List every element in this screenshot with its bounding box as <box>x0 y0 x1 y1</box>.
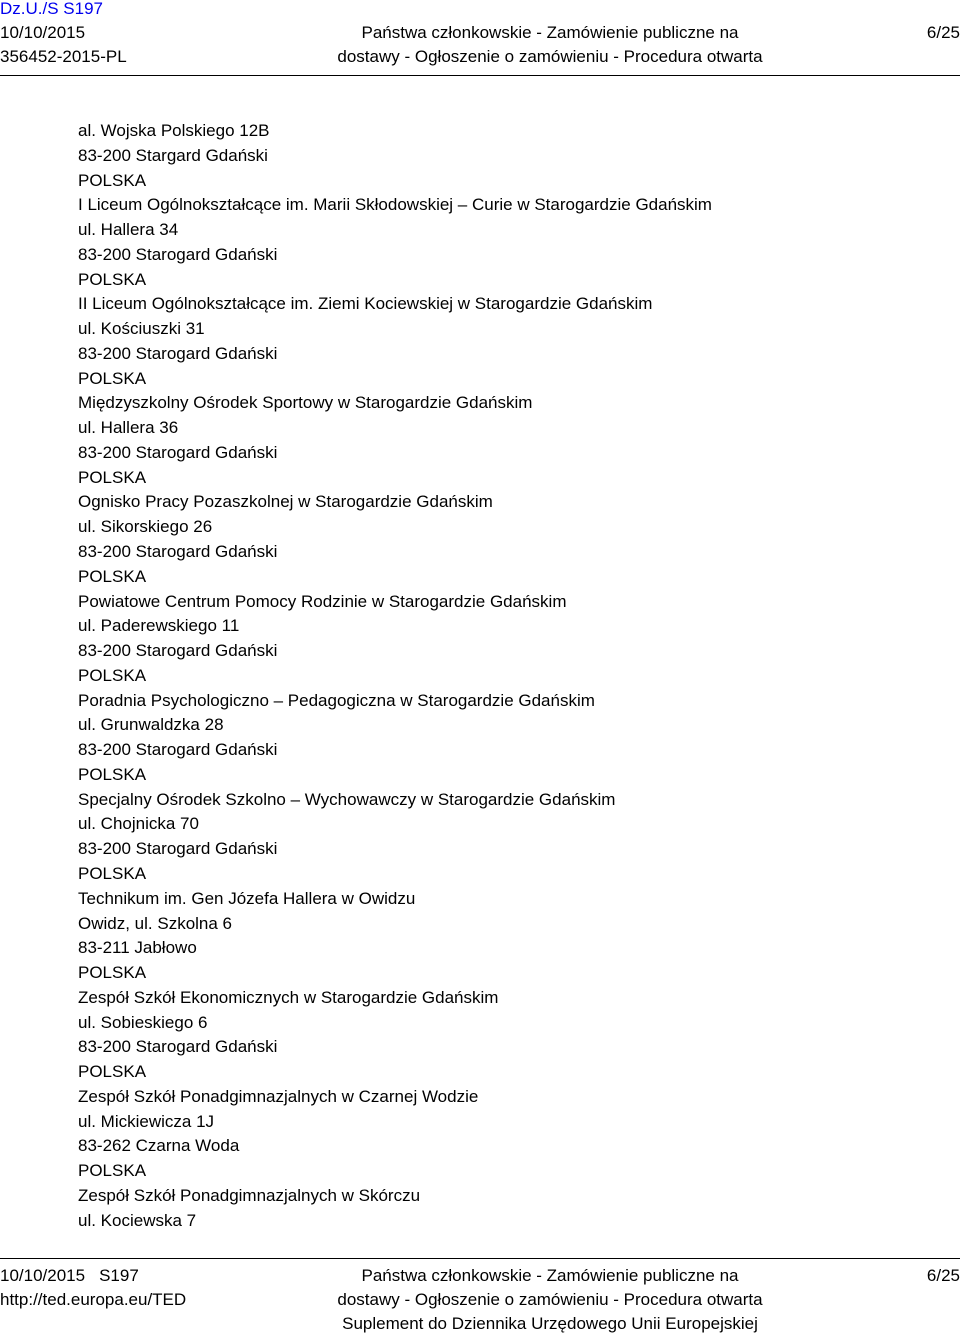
footer-left <box>0 1264 186 1312</box>
text-line: 83-200 Starogard Gdański <box>78 839 278 859</box>
header-title <box>290 21 810 69</box>
doc-ref-link[interactable]: Dz.U./S S197 <box>0 0 103 18</box>
text-line: 83-211 Jabłowo <box>78 938 197 958</box>
text-line: 83-200 Starogard Gdański <box>78 641 278 661</box>
footer-title-line1: Państwa członkowskie - Zamówienie publiczne na <box>361 1266 739 1285</box>
text-line: POLSKA <box>78 1062 147 1082</box>
footer-url: http://ted.europa.eu/TED <box>0 1290 187 1309</box>
footer-page-number: 6/25 <box>926 1266 960 1285</box>
text-line: ul. Grunwaldzka 28 <box>78 715 224 735</box>
text-line: ul. Hallera 34 <box>78 220 179 240</box>
header-title-line2: dostawy - Ogłoszenie o zamówieniu - Procedura otwarta <box>337 47 763 66</box>
header-date: 10/10/2015 <box>0 23 86 42</box>
page-header <box>0 0 960 76</box>
header-left <box>0 0 127 69</box>
text-line: Technikum im. Gen Józefa Hallera w Owidzu <box>78 888 416 908</box>
text-line: ul. Sikorskiego 26 <box>78 517 213 537</box>
text-line: ul. Kociewska 7 <box>78 1210 197 1230</box>
header-notice-id: 356452-2015-PL <box>0 47 127 66</box>
footer-series: S197 <box>99 1266 139 1285</box>
footer-title <box>290 1264 810 1336</box>
text-line: ul. Paderewskiego 11 <box>78 616 240 636</box>
text-line: 83-200 Starogard Gdański <box>78 740 278 760</box>
text-line: POLSKA <box>78 665 147 685</box>
text-line: POLSKA <box>78 566 147 586</box>
text-line: I Liceum Ogólnokształcące im. Marii Skłodowskiej – Curie w Starogardzie Gdańskim <box>78 195 712 215</box>
text-line: ul. Sobieskiego 6 <box>78 1012 208 1032</box>
text-line: POLSKA <box>78 368 147 388</box>
page-footer <box>0 1258 960 1335</box>
text-line: Poradnia Psychologiczno – Pedagogiczna w Starogardzie Gdańskim <box>78 690 595 710</box>
text-line: Specjalny Ośrodek Szkolno – Wychowawczy w Starogardzie Gdańskim <box>78 789 616 809</box>
text-line: Zespół Szkół Ponadgimnazjalnych w Skórczu <box>78 1185 421 1205</box>
header-title-line1: Państwa członkowskie - Zamówienie publiczne na <box>361 23 739 42</box>
header-page-number: 6/25 <box>926 23 960 42</box>
text-line: ul. Hallera 36 <box>78 418 179 438</box>
text-line: Ognisko Pracy Pozaszkolnej w Starogardzie Gdańskim <box>78 492 493 512</box>
footer-title-line2: dostawy - Ogłoszenie o zamówieniu - Procedura otwarta <box>337 1290 763 1309</box>
text-line: POLSKA <box>78 467 147 487</box>
footer-title-line3: Suplement do Dziennika Urzędowego Unii Europejskiej <box>342 1314 758 1333</box>
text-line: 83-200 Starogard Gdański <box>78 1037 278 1057</box>
text-line: II Liceum Ogólnokształcące im. Ziemi Kociewskiej w Starogardzie Gdańskim <box>78 294 653 314</box>
text-line: 83-262 Czarna Woda <box>78 1136 240 1156</box>
text-line: 83-200 Starogard Gdański <box>78 244 278 264</box>
text-line: 83-200 Starogard Gdański <box>78 542 278 562</box>
text-line: 83-200 Starogard Gdański <box>78 442 278 462</box>
text-line: POLSKA <box>78 269 147 289</box>
text-line: ul. Chojnicka 70 <box>78 814 199 834</box>
footer-date: 10/10/2015 <box>0 1266 86 1285</box>
document-body <box>78 119 938 1233</box>
text-line: ul. Mickiewicza 1J <box>78 1111 215 1131</box>
text-line: Powiatowe Centrum Pomocy Rodzinie w Starogardzie Gdańskim <box>78 591 567 611</box>
text-line: Owidz, ul. Szkolna 6 <box>78 913 233 933</box>
text-line: 83-200 Stargard Gdański <box>78 145 268 165</box>
text-line: Zespół Szkół Ekonomicznych w Starogardzie Gdańskim <box>78 987 499 1007</box>
text-line: 83-200 Starogard Gdański <box>78 343 278 363</box>
text-line: POLSKA <box>78 1161 147 1181</box>
text-line: POLSKA <box>78 963 147 983</box>
text-line: POLSKA <box>78 764 147 784</box>
text-line: Zespół Szkół Ponadgimnazjalnych w Czarnej Wodzie <box>78 1086 479 1106</box>
text-line: ul. Kościuszki 31 <box>78 319 205 339</box>
text-line: POLSKA <box>78 863 147 883</box>
text-line: Międzyszkolny Ośrodek Sportowy w Starogardzie Gdańskim <box>78 393 533 413</box>
text-line: al. Wojska Polskiego 12B <box>78 121 270 140</box>
text-line: POLSKA <box>78 170 147 190</box>
